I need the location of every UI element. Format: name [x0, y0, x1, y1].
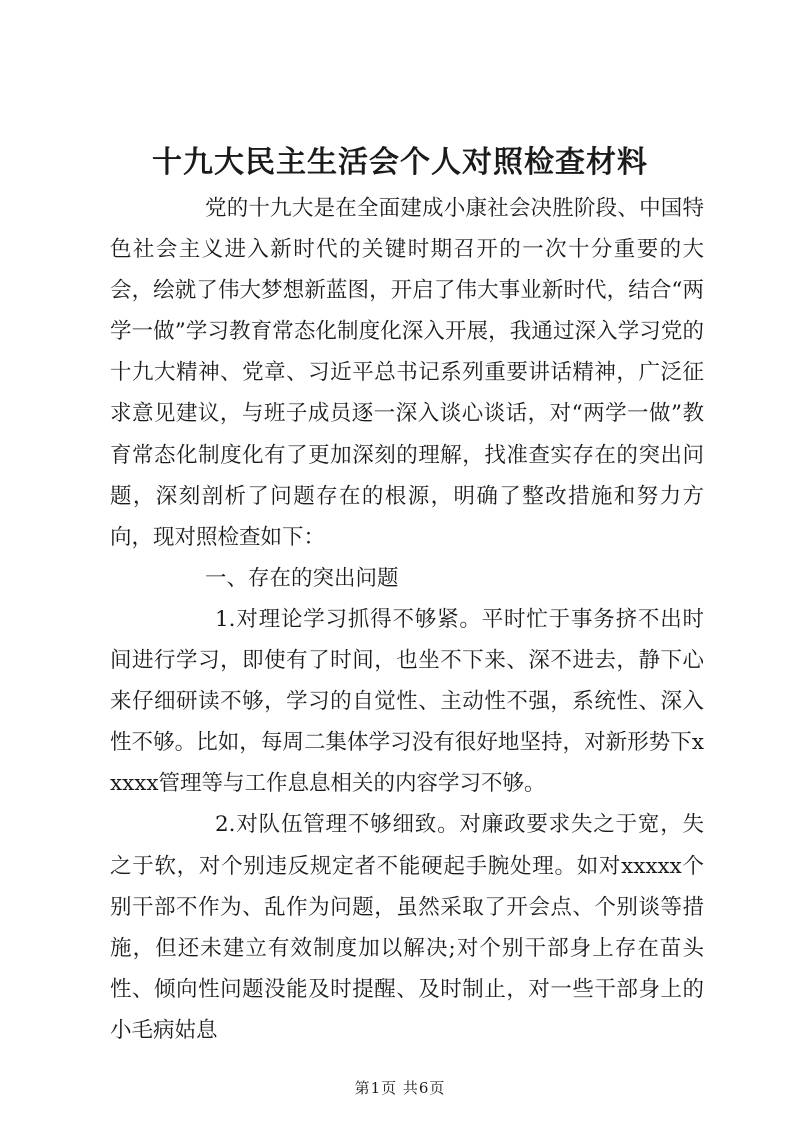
page-number-footer: 第1页 共6页: [354, 1079, 446, 1097]
document-title: 十九大民主生活会个人对照检查材料: [152, 145, 648, 180]
item-paragraph-1: 1.对理论学习抓得不够紧。平时忙于事务挤不出时间进行学习，即使有了时间，也坐不下来、深不进去，静下心来仔细研读不够，学习的自觉性、主动性不强，系统性、深入性不够。比如，每周二集体学习没有很好地坚持，对新形势下xxxxx管理等与工作息息相关的内容学习不够。: [110, 606, 704, 797]
intro-paragraph: 党的十九大是在全面建成小康社会决胜阶段、中国特色社会主义进入新时代的关键时期召开的一次十分重要的大会，绘就了伟大梦想新蓝图，开启了伟大事业新时代，结合“两学一做”学习教育常态化制度化深入开展，我通过深入学习党的十九大精神、党章、习近平总书记系列重要讲话精神，广泛征求意见建议，与班子成员逐一深入谈心谈话，对“两学一做”教育常态化制度化有了更加深刻的理解，找准查实存在的突出问题，深刻剖析了问题存在的根源，明确了整改措施和努力方向，现对照检查如下：: [110, 196, 704, 550]
section-heading: 一、存在的突出问题: [205, 565, 399, 591]
document-body: [110, 188, 704, 1051]
item-paragraph-2: 2.对队伍管理不够细致。对廉政要求失之于宽，失之于软，对个别违反规定者不能硬起手腕处理。如对xxxxx个别干部不作为、乱作为问题，虽然采取了开会点、个别谈等措施，但还未建立有效制度加以解决;对个别干部身上存在苗头性、倾向性问题没能及时提醒、及时制止，对一些干部身上的小毛病姑息: [110, 812, 704, 1043]
